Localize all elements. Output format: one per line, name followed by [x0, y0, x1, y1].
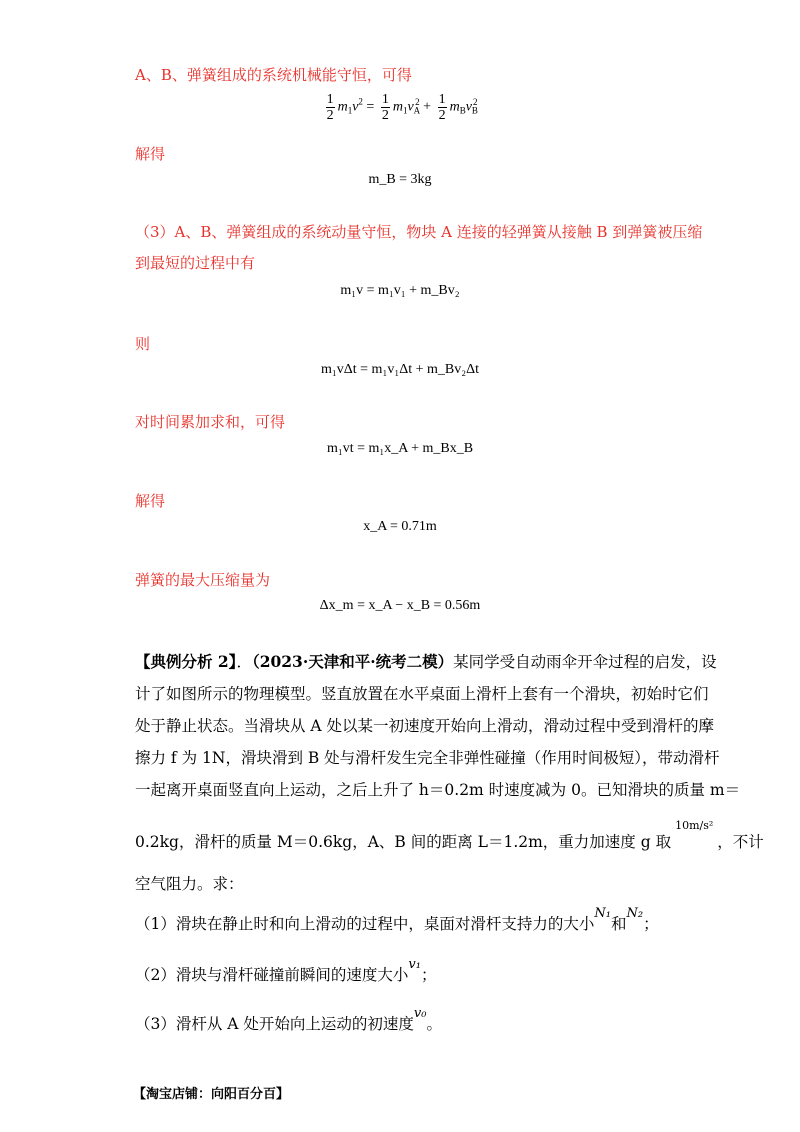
fraction-half: $\frac{1}{2}$ [381, 92, 389, 123]
question-3 [135, 1006, 442, 1034]
problem-dot: ． [236, 653, 252, 671]
question-3-text: （3）滑杆从 A 处开始向上运动的初速度 [135, 1015, 414, 1033]
equation-max-compression: Δx_m = x_A − x_B = 0.56m [319, 598, 481, 613]
question-1 [135, 906, 659, 934]
problem-line-4: 擦力 f 为 1N，滑块滑到 B 处与滑杆发生完全非弹性碰撞（作用时间极短），带动滑杆 [135, 749, 720, 767]
problem-line-1 [135, 650, 717, 672]
answer-line-sum: 对时间累加求和，可得 [135, 413, 286, 431]
symbol-n2: N₂ [626, 906, 644, 921]
question-1-text: （1）滑块在静止时和向上滑动的过程中，桌面对滑杆支持力的大小 [135, 915, 595, 933]
problem-text-6-end: ，不计 [717, 833, 764, 851]
answer-line-momentum-cont: 到最短的过程中有 [135, 254, 256, 272]
equation-impulse: m₁vΔt = m₁v₁Δt + m_Bv₂Δt [321, 362, 479, 377]
question-3-end: 。 [426, 1015, 442, 1033]
answer-line-then: 则 [135, 335, 151, 353]
answer-line-solve-2: 解得 [135, 492, 166, 510]
question-1-end: ； [643, 915, 659, 933]
problem-line-5: 一起离开桌面竖直向上运动，之后上升了 h＝0.2m 时速度减为 0。已知滑块的质量 m＝ [135, 781, 741, 799]
symbol-v1: v₁ [408, 957, 421, 972]
fraction-half: $\frac{1}{2}$ [438, 92, 446, 123]
question-2 [135, 957, 437, 985]
problem-text-1: 某同学受自动雨伞开伞过程的启发，设 [453, 653, 717, 671]
answer-line-solve: 解得 [135, 145, 166, 163]
problem-text-6: 0.2kg，滑杆的质量 M＝0.6kg，A、B 间的距离 L＝1.2m，重力加速度 g 取 [135, 833, 672, 851]
gravity-unit: 10m/s² [675, 819, 714, 832]
symbol-v0: v₀ [413, 1006, 427, 1021]
answer-line-energy: A、B、弹簧组成的系统机械能守恒，可得 [135, 66, 412, 84]
problem-line-2: 计了如图所示的物理模型。竖直放置在水平桌面上滑杆上套有一个滑块，初始时它们 [135, 685, 709, 703]
problem-line-3: 处于静止状态。当滑块从 A 处以某一初速度开始向上滑动，滑动过程中受到滑杆的摩 [135, 717, 715, 735]
problem-line-7: 空气阻力。求： [135, 875, 244, 893]
equation-energy-conservation: $\frac{1}{2}$ $m_1v^2$ = $\frac{1}{2}$ $m_1v_A^2$ + $\frac{1}{2}$ $m_Bv_B^2$ [326, 92, 478, 123]
answer-line-momentum: （3）A、B、弹簧组成的系统动量守恒，物块 A 连接的轻弹簧从接触 B 到弹簧被压缩 [135, 223, 703, 241]
footer-shop: 【淘宝店铺：向阳百分百】 [133, 1087, 290, 1102]
problem-line-6 [135, 819, 764, 852]
problem-source: （2023·天津和平·统考二模） [251, 652, 454, 671]
problem-tag: 【典例分析 2】 [135, 652, 237, 671]
symbol-n1: N₁ [594, 906, 611, 921]
equation-mb: m_B = 3kg [368, 172, 432, 187]
equation-xa: x_A = 0.71m [363, 519, 437, 534]
question-2-end: ； [420, 966, 437, 984]
equation-momentum: m₁v = m₁v₁ + m_Bv₂ [340, 283, 460, 298]
answer-line-max-compression: 弹簧的最大压缩量为 [135, 571, 271, 589]
question-1-and: 和 [610, 915, 627, 933]
fraction-half: $\frac{1}{2}$ [326, 92, 334, 123]
question-2-text: （2）滑块与滑杆碰撞前瞬间的速度大小 [135, 966, 409, 984]
equation-displacement: m₁vt = m₁x_A + m_Bx_B [326, 441, 474, 456]
